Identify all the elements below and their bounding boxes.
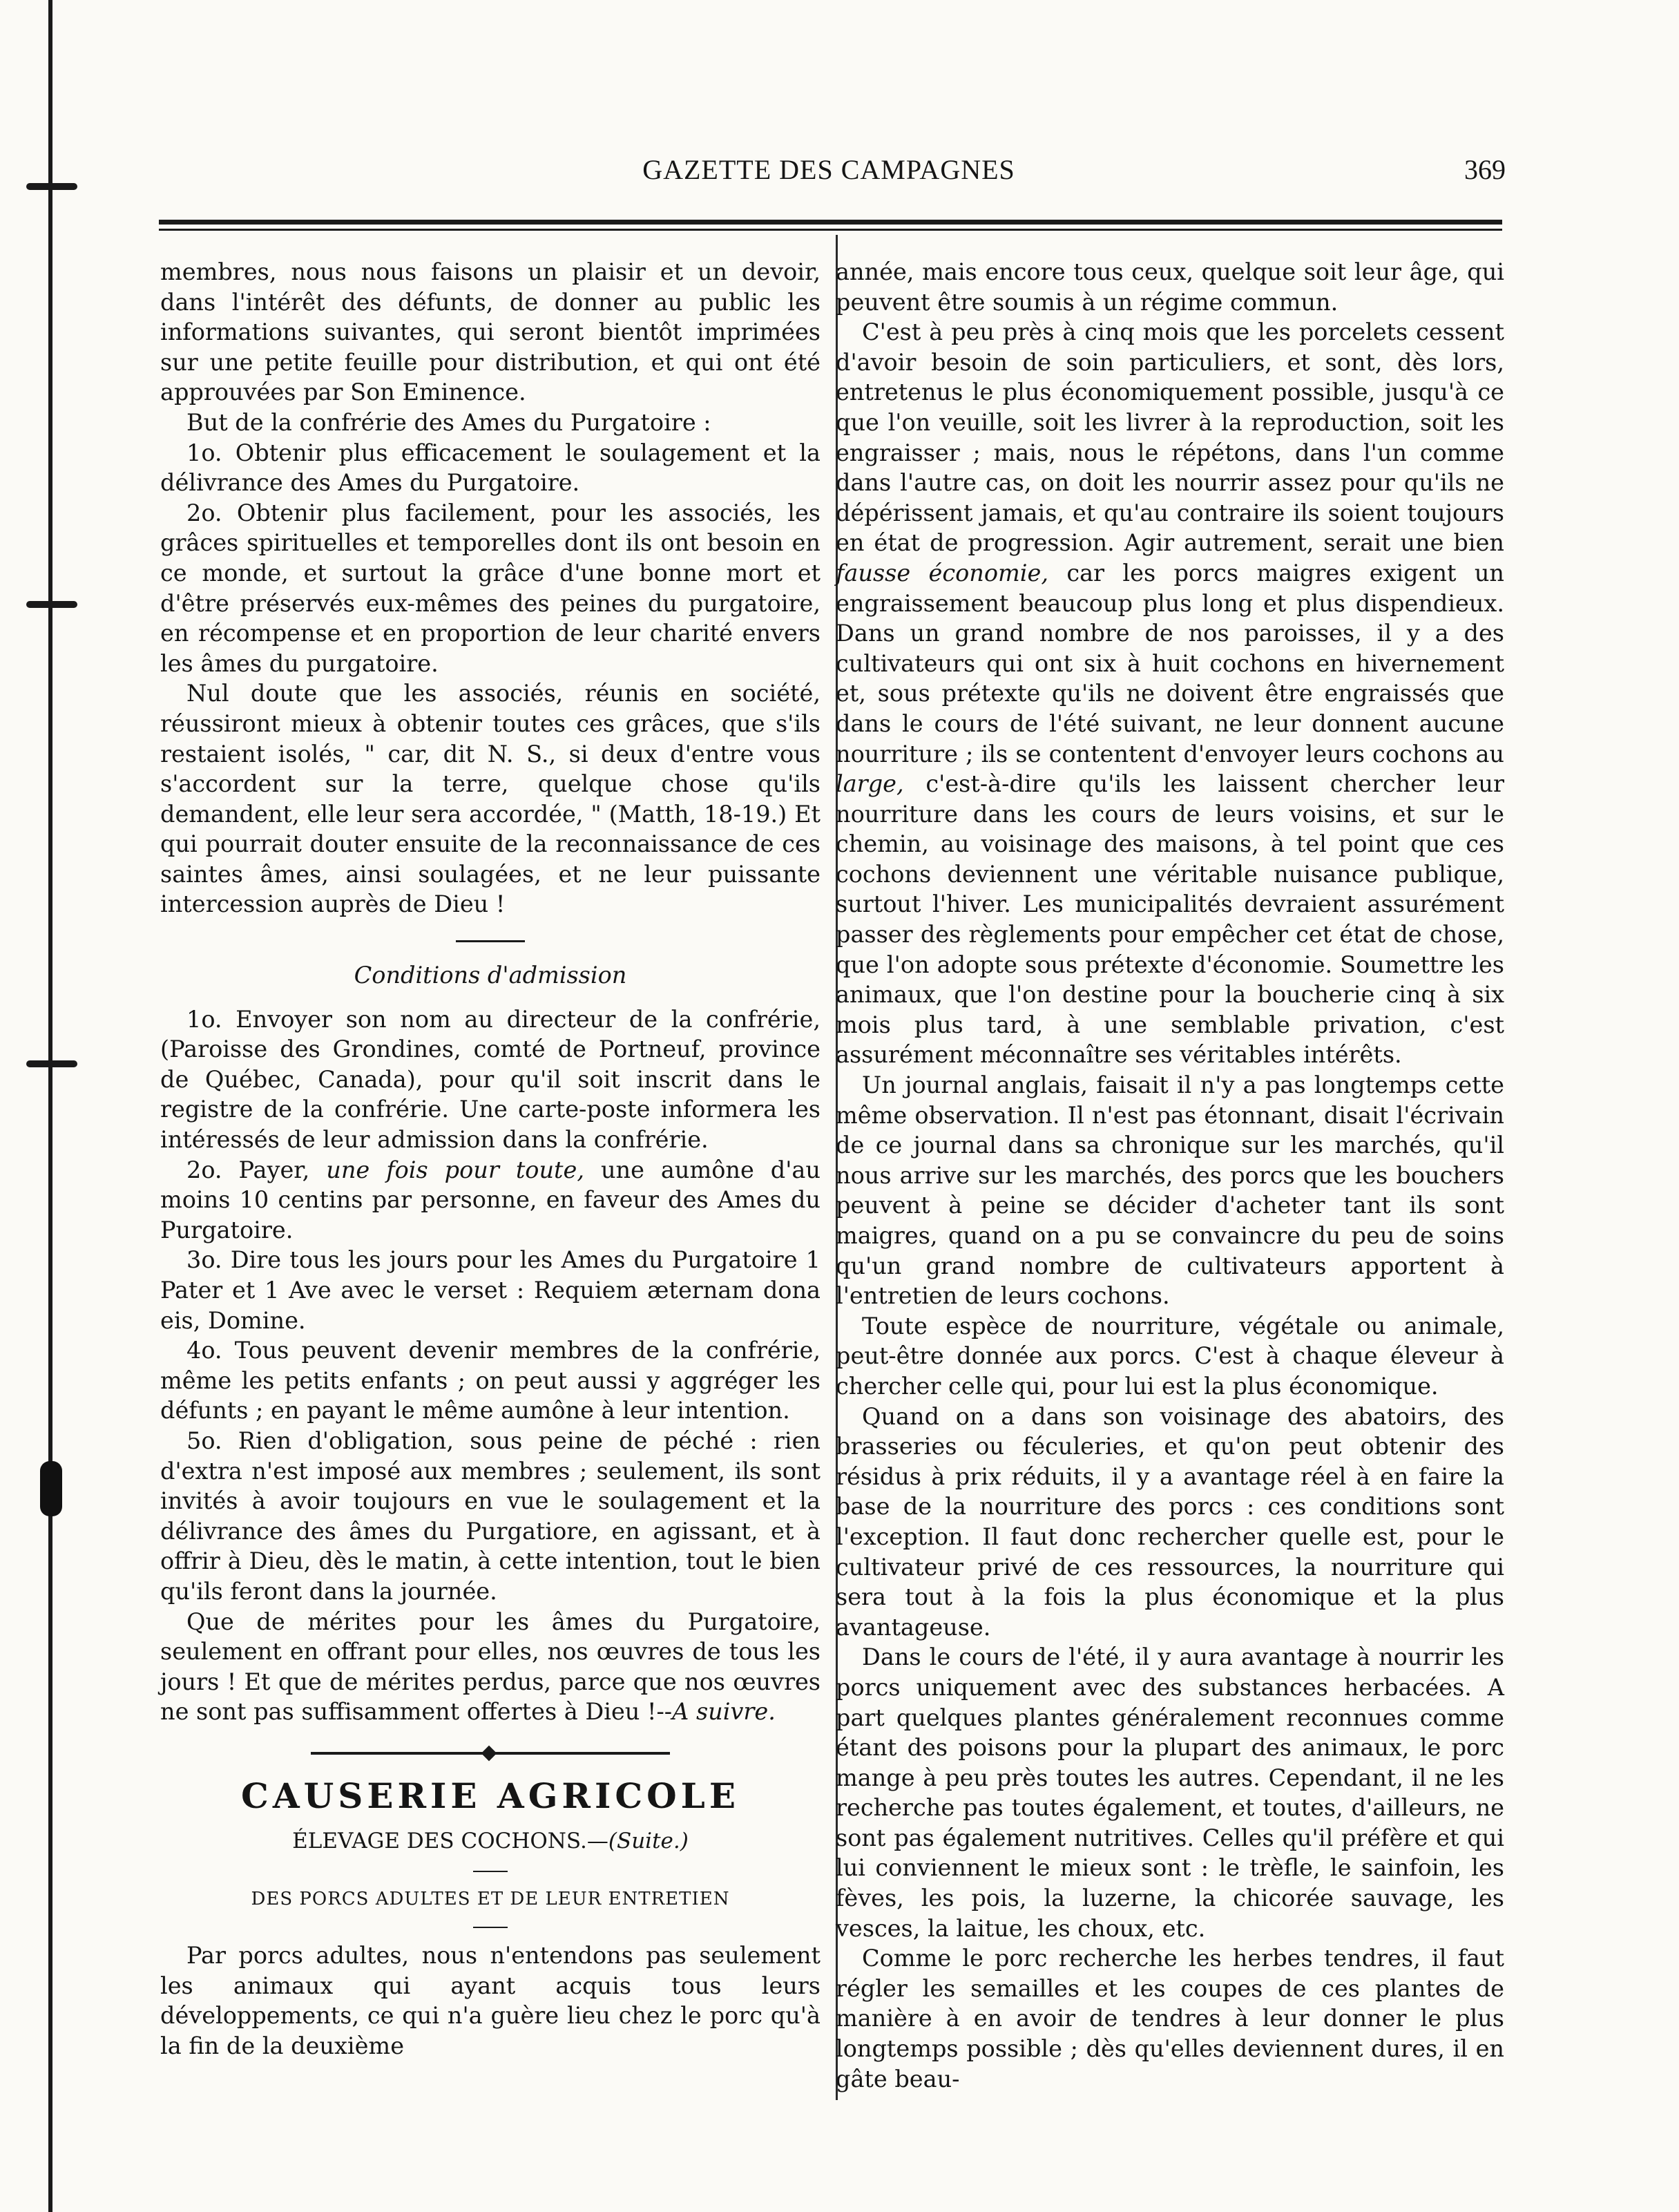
section-divider [473, 1927, 508, 1928]
page-number: 369 [1464, 154, 1506, 185]
paragraph-text: car les porcs maigres exigent un engraissement beaucoup plus long et plus dispendieux. Dans un grand nombre de nos paroisses, il y a des cultivateurs qui ont six à huit cochons en hivernement et, sous prétexte qu'ils ne doivent être engraissés que dans le cours de l'été suivant, ne leur donnent aucune nourriture ; ils se contentent d'envoyer leurs cochons au [836, 559, 1504, 767]
ornamental-divider [311, 1752, 670, 1755]
section-subheading: DES PORCS ADULTES ET DE LEUR ENTRETIEN [251, 1888, 730, 1909]
paragraph: Comme le porc recherche les herbes tendres, il faut régler les semailles et les coupes de ces plantes de manière à en avoir de tendres à leur donner le plus longtemps possible ; dès qu'elles deviennent dures, il en gâte beau- [836, 1945, 1504, 2092]
paragraph: Un journal anglais, faisait il n'y a pas longtemps cette même observation. Il n'est pas étonnant, disait l'écrivain de ce journal dans sa chronique sur les marchés, qu'il nous arrive sur les marchés, des porcs que les bouchers peuvent à peine se décider d'acheter tant ils sont maigres, quand on a pu se convaincre du peu de soins qu'un grand nombre de cultivateurs apportent à l'entretien de leurs cochons. [836, 1071, 1504, 1310]
paragraph: Quand on a dans son voisinage des abatoirs, des brasseries ou féculeries, et qu'on peut obtenir des résidus à prix réduits, il y a avantage réel à en faire la base de la nourriture des porcs : ces conditions sont l'exception. Il faut donc rechercher quelle est, pour le cultivateur privé de ces ressources, la nourriture qui sera tout à la fois la plus économique et la plus avantageuse. [836, 1402, 1504, 1641]
paragraph: 1o. Obtenir plus efficacement le soulagement et la délivrance des Ames du Purgatoire. [160, 439, 821, 497]
paragraph: année, mais encore tous ceux, quelque soit leur âge, qui peuvent être soumis à un régime commun. [836, 258, 1504, 316]
condition-item: 3o. Dire tous les jours pour les Ames du Purgatoire 1 Pater et 1 Ave avec le verset : Requiem æternam dona eis, Domine. [160, 1246, 821, 1334]
paragraph: Par porcs adultes, nous n'entendons pas seulement les animaux qui ayant acquis tous leurs développements, ce qui n'a guère lieu chez le porc qu'à la fin de la deuxième [160, 1942, 821, 2059]
section-subtitle-italic: (Suite.) [608, 1828, 689, 1853]
section-subtitle [160, 1827, 821, 1857]
section-subtitle-caps: ÉLEVAGE DES COCHONS.— [292, 1828, 608, 1853]
condition-item: 5o. Rien d'obligation, sous peine de péché : rien d'extra n'est imposé aux membres ; seulement, ils sont invités à avoir toujours en vue le soulagement et la délivrance des âmes du Purgatiore, en agissant, et à offrir à Dieu, dès le matin, à cette intention, tout le bien qu'ils feront dans la journée. [160, 1427, 821, 1605]
paragraph: But de la confrérie des Ames du Purgatoire : [186, 408, 711, 436]
condition-item: 1o. Envoyer son nom au directeur de la confrérie, (Paroisse des Grondines, comté de Portneuf, province de Québec, Canada), pour qu'il soit inscrit dans le registre de la confrérie. Une carte-poste informera les intéressés de leur admission dans la confrérie. [160, 1005, 821, 1154]
header-rule-thick [159, 220, 1502, 225]
condition-item [160, 1155, 821, 1246]
binding-margin-line [48, 0, 52, 2212]
condition-italic: une fois pour toute, [326, 1156, 584, 1183]
to-be-continued: A suivre. [672, 1698, 776, 1726]
paragraph-text: c'est-à-dire qu'ils les laissent chercher leur nourriture dans les cours de leurs voisins, et sur le chemin, au voisinage des maisons, à tel point que ces cochons deviennent une véritable nuisance publique, surtout l'hiver. Les municipalités devraient assurément passer des règlements pour empêcher cet état de chose, que l'on adopte sous prétexte d'économie. Soumettre les animaux, que l'on destine pour la boucherie cinq à six mois plus tard, à une semblable privation, c'est assurément méconnaître ses véritables intérêts. [836, 770, 1504, 1069]
page-header [152, 153, 1506, 195]
binding-blot [40, 1461, 62, 1516]
closing-paragraph [160, 1607, 821, 1727]
paragraph: Nul doute que les associés, réunis en société, réussiront mieux à obtenir toutes ces grâces, que s'ils restaient isolés, " car, dit N. S., si deux d'entre vous s'accordent sur la terre, quelque chose qu'ils demandent, elle leur sera accordée, " (Matth, 18-19.) Et qui pourrait douter ensuite de la reconnaissance de ces saintes âmes, ainsi soulagées, et ne leur puissante intercession auprès de Dieu ! [160, 680, 821, 918]
section-divider [473, 1871, 508, 1872]
paragraph-italic: large, [836, 770, 904, 798]
closing-text: Que de mérites pour les âmes du Purgatoire, seulement en offrant pour elles, nos œuvres de tous les jours ! Et que de mérites perdus, parce que nos œuvres ne sont pas suffisamment offertes à Dieu !-- [160, 1608, 821, 1726]
paragraph: Toute espèce de nourriture, végétale ou animale, peut-être donnée aux porcs. C'est à chaque éleveur à chercher celle qui, pour lui est la plus économique. [836, 1312, 1504, 1400]
paragraph [836, 317, 1504, 1070]
paragraph: 2o. Obtenir plus facilement, pour les associés, les grâces spirituelles et temporelles dont ils ont besoin en ce monde, et surtout la grâce d'une bonne mort et d'être préservés eux-mêmes des peines du purgatoire, en récompense et en proportion de leur charité envers les âmes du purgatoire. [160, 499, 821, 677]
binding-mark [26, 1060, 77, 1067]
paragraph: Dans le cours de l'été, il y aura avantage à nourrir les porcs uniquement avec des substances herbacées. A part quelques plantes généralement reconnues comme étant des poisons pour la plupart des animaux, le porc mange à peu près toutes les autres. Cependant, il ne les recherche pas toutes également, et toutes, d'ailleurs, ne sont pas également nutritives. Celles qu'il préfère et qui lui conviennent le mieux sont : le trèfle, le sainfoin, les fèves, les pois, la luzerne, la chicorée sauvage, les vesces, la laitue, les choux, etc. [836, 1643, 1504, 1942]
running-title: GAZETTE DES CAMPAGNES [642, 154, 1015, 185]
left-column [160, 257, 821, 2061]
condition-text: 2o. Payer, [186, 1156, 327, 1183]
section-title: CAUSERIE AGRICOLE [241, 1775, 740, 1816]
conditions-heading: Conditions d'admission [354, 962, 627, 989]
binding-mark [26, 183, 77, 190]
header-rule-thin [159, 229, 1502, 231]
paragraph: membres, nous nous faisons un plaisir et un devoir, dans l'intérêt des défunts, de donner au public les informations suivantes, qui seront bientôt imprimées sur une petite feuille pour distribution, et qui ont été approuvées par Son Eminence. [160, 258, 821, 406]
section-divider [456, 940, 525, 942]
condition-item: 4o. Tous peuvent devenir membres de la confrérie, même les petits enfants ; on peut aussi y aggréger les défunts ; en payant le même aumône à leur intention. [160, 1337, 821, 1424]
right-column [836, 257, 1504, 2094]
condition-text: une aumône d'au moins 10 centins par personne, en faveur des Ames du Purgatoire. [160, 1156, 821, 1243]
paragraph-text: C'est à peu près à cinq mois que les porcelets cessent d'avoir besoin de soin particuliers, et sont, dès lors, entretenus le plus économiquement possible, jusqu'à ce que l'on veuille, soit les livrer à la reproduction, soit les engraisser ; mais, nous le répétons, dans l'un comme dans l'autre cas, on doit les nourrir assez pour qu'ils ne dépérissent jamais, et qu'au contraire ils soient toujours en état de progression. Agir autrement, serait une bien [836, 318, 1504, 557]
binding-mark [26, 601, 77, 608]
paragraph-italic: fausse économie, [836, 559, 1048, 587]
